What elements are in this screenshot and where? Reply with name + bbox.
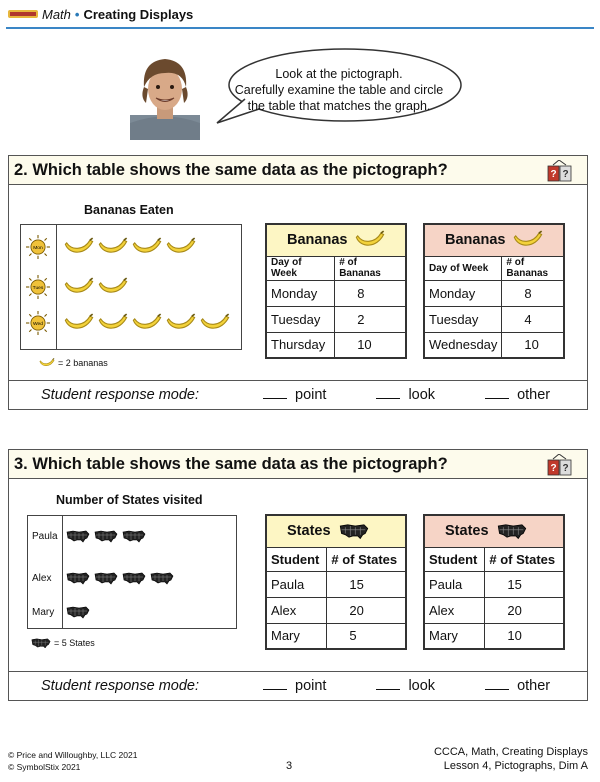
student-avatar-icon [130, 55, 200, 140]
response-option-point[interactable]: point [263, 387, 326, 403]
column-header: # of States [327, 547, 406, 571]
copyright-line-1: © Price and Willoughby, LLC 2021 [8, 750, 138, 760]
table-cell: 15 [485, 571, 564, 597]
key-text: = 2 bananas [58, 358, 108, 368]
table-row [424, 332, 564, 358]
table-cell: Thursday [266, 332, 335, 358]
question-2-section [8, 155, 588, 410]
pictograph-row [32, 604, 90, 620]
table-header-row [424, 256, 564, 280]
table-row [266, 597, 406, 623]
response-mode-row [9, 672, 587, 700]
table-cell: 8 [335, 280, 406, 306]
question-3-body [9, 479, 587, 672]
banana-icon [64, 237, 94, 257]
response-label: Student response mode: [41, 387, 199, 403]
response-option-point[interactable]: point [263, 678, 326, 694]
banana-icon [64, 277, 94, 297]
header-separator: • [74, 6, 80, 22]
column-header: # of Bananas [335, 256, 406, 280]
banana-icons [64, 237, 196, 257]
response-mode-row [9, 381, 587, 409]
column-header: Student [424, 547, 485, 571]
pictograph-bananas [20, 224, 242, 350]
table-title-row [266, 224, 406, 256]
table-title-row [424, 224, 564, 256]
row-label-wed: Wed [33, 322, 43, 328]
response-option-look[interactable]: look [376, 678, 435, 694]
map-icons [66, 570, 174, 586]
banana-icon [355, 230, 385, 250]
column-header: Day of Week [424, 256, 502, 280]
banana-icon [98, 237, 128, 257]
answer-table-b[interactable] [423, 223, 565, 359]
us-map-icon [66, 528, 90, 544]
pictograph-row [32, 570, 174, 586]
column-header: # of States [485, 547, 564, 571]
us-map-icon [94, 528, 118, 544]
table-row [266, 571, 406, 597]
table-cell: Mary [266, 623, 327, 649]
copyright [8, 749, 137, 773]
us-map-icon [66, 570, 90, 586]
table-row [266, 623, 406, 649]
row-label: Paula [32, 530, 58, 542]
choice-icon [547, 160, 573, 182]
pictograph-states [27, 515, 237, 629]
speech-line-1: Look at the pictograph. [275, 67, 403, 81]
table-cell: 10 [485, 623, 564, 649]
table-title: States [287, 523, 331, 540]
row-label-mon: Mon [33, 246, 43, 252]
banana-icons [64, 313, 230, 333]
banana-icon [200, 313, 230, 333]
copyright-line-2: © SymbolStix 2021 [8, 762, 81, 772]
column-header: # of Bananas [502, 256, 564, 280]
us-map-icon [339, 522, 369, 540]
question-2-header [9, 156, 587, 185]
pictograph-row [26, 235, 196, 259]
banana-icon [39, 358, 55, 368]
sun-icon [26, 235, 50, 259]
course-line: CCCA, Math, Creating Displays [433, 746, 588, 758]
table-cell: Paula [266, 571, 327, 597]
table-cell: 5 [327, 623, 406, 649]
table-title-row [266, 515, 406, 547]
table-cell: Alex [266, 597, 327, 623]
row-label-tues: Tues [32, 286, 44, 292]
response-option-look[interactable]: look [376, 387, 435, 403]
pictograph-row [26, 311, 230, 335]
table-cell: 10 [502, 332, 564, 358]
us-map-icon [66, 604, 90, 620]
us-map-icon [94, 570, 118, 586]
header-subject: Math [42, 6, 71, 22]
question-3-header [9, 450, 587, 479]
pictograph-row [32, 528, 146, 544]
table-title-row [424, 515, 564, 547]
banana-icon [132, 237, 162, 257]
question-2-text: 2. Which table shows the same data as the pictograph? [14, 160, 448, 179]
table-row [424, 280, 564, 306]
table-cell: Tuesday [424, 306, 502, 332]
table-row [424, 623, 564, 649]
table-cell: Wednesday [424, 332, 502, 358]
table-cell: 8 [502, 280, 564, 306]
us-map-icon [150, 570, 174, 586]
lesson-line: Lesson 4, Pictographs, Dim A [443, 760, 588, 772]
banana-icons [64, 277, 128, 297]
table-header-row [266, 256, 406, 280]
us-map-icon [31, 637, 51, 649]
map-icons [66, 604, 90, 620]
table-cell: 4 [502, 306, 564, 332]
key-text: = 5 States [54, 638, 95, 648]
answer-table-a[interactable] [265, 223, 407, 359]
column-header: Day of Week [266, 256, 335, 280]
table-row [424, 571, 564, 597]
response-option-other[interactable]: other [485, 678, 550, 694]
table-cell: Mary [424, 623, 485, 649]
table-cell: Tuesday [266, 306, 335, 332]
banana-icon [98, 313, 128, 333]
answer-table-b[interactable] [423, 514, 565, 650]
sun-icon [26, 275, 50, 299]
response-option-other[interactable]: other [485, 387, 550, 403]
table-row [424, 306, 564, 332]
question-3-section [8, 449, 588, 701]
banana-icon [166, 237, 196, 257]
table-header-row [266, 547, 406, 571]
table-cell: Monday [424, 280, 502, 306]
question-3-text: 3. Which table shows the same data as the pictograph? [14, 454, 448, 473]
choice-icon [547, 454, 573, 476]
course-info [434, 745, 588, 773]
banana-icon [98, 277, 128, 297]
speech-line-2: Carefully examine the table and circle [234, 83, 444, 97]
us-map-icon [122, 570, 146, 586]
banana-icon [132, 313, 162, 333]
pictograph-row [26, 275, 128, 299]
table-title: Bananas [287, 232, 348, 249]
table-cell: 20 [327, 597, 406, 623]
publisher-logo-icon [8, 8, 38, 20]
speech-line-3: the table that matches the graph. [247, 99, 431, 113]
table-row [266, 280, 406, 306]
table-cell: 2 [335, 306, 406, 332]
table-cell: Monday [266, 280, 335, 306]
header-title: Creating Displays [83, 6, 194, 22]
page-number: 3 [286, 760, 293, 772]
banana-icon [64, 313, 94, 333]
table-cell: 10 [335, 332, 406, 358]
header-divider [6, 27, 594, 29]
map-icons [66, 528, 146, 544]
us-map-icon [497, 522, 527, 540]
response-label: Student response mode: [41, 678, 199, 694]
row-label: Alex [32, 572, 52, 584]
page-header [8, 4, 193, 24]
question-2-body [9, 185, 587, 381]
pictograph-key [31, 637, 95, 649]
table-title: States [445, 523, 489, 540]
sun-icon [26, 311, 50, 335]
row-label: Mary [32, 606, 55, 618]
speech-text [225, 66, 453, 114]
banana-icon [166, 313, 196, 333]
answer-table-a[interactable] [265, 514, 407, 650]
banana-icon [513, 230, 543, 250]
column-header: Student [266, 547, 327, 571]
table-cell: Paula [424, 571, 485, 597]
table-cell: 15 [327, 571, 406, 597]
pictograph-title: Bananas Eaten [84, 203, 174, 217]
table-header-row [424, 547, 564, 571]
pictograph-key [39, 358, 108, 368]
table-row [424, 597, 564, 623]
pictograph-title: Number of States visited [56, 493, 203, 507]
table-row [266, 306, 406, 332]
us-map-icon [122, 528, 146, 544]
table-row [266, 332, 406, 358]
table-cell: Alex [424, 597, 485, 623]
table-cell: 20 [485, 597, 564, 623]
table-title: Bananas [445, 232, 506, 249]
